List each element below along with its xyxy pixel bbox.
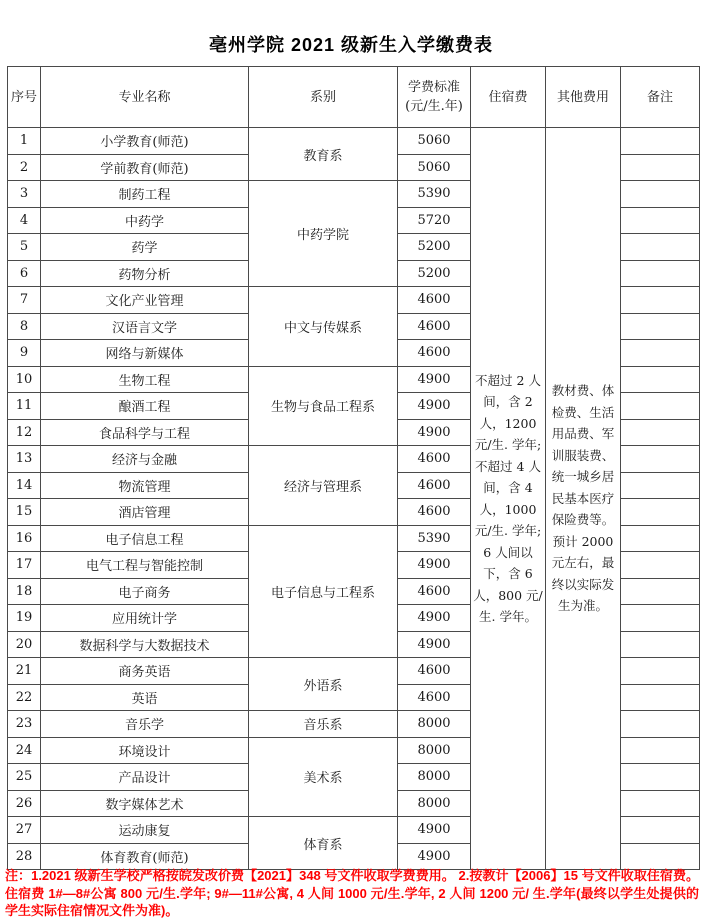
fee-table — [7, 66, 700, 870]
remark-cell — [621, 790, 700, 817]
remark-cell — [621, 764, 700, 791]
major-cell: 中药学 — [41, 207, 249, 234]
major-cell: 食品科学与工程 — [41, 419, 249, 446]
row-number-cell: 25 — [8, 764, 41, 791]
major-cell: 体育教育(师范) — [41, 843, 249, 870]
table-row — [8, 128, 700, 155]
remark-cell — [621, 658, 700, 685]
tuition-cell: 5060 — [398, 128, 471, 155]
footnote: 注：1.2021 级新生学校严格按皖发改价费【2021】348 号文件收取学费费用。 2.按教计【2006】15 号文件收取住宿费。住宿费 1#—8#公寓 800 元/生.学年; 9#—11#公寓, 4 人间 1000 元/生.学年, 2 人间 1200 元/ 生.学年(最终以学生处提供的学生实际住宿情况文件为准)。 — [5, 868, 699, 918]
tuition-cell: 8000 — [398, 790, 471, 817]
row-number-cell: 3 — [8, 181, 41, 208]
header-remark: 备注 — [621, 67, 700, 128]
remark-cell — [621, 499, 700, 526]
row-number-cell: 7 — [8, 287, 41, 314]
major-cell: 文化产业管理 — [41, 287, 249, 314]
tuition-cell: 4600 — [398, 499, 471, 526]
remark-cell — [621, 446, 700, 473]
major-cell: 药学 — [41, 234, 249, 261]
remark-cell — [621, 843, 700, 870]
row-number-cell: 12 — [8, 419, 41, 446]
department-cell: 外语系 — [249, 658, 398, 711]
major-cell: 制药工程 — [41, 181, 249, 208]
row-number-cell: 6 — [8, 260, 41, 287]
major-cell: 物流管理 — [41, 472, 249, 499]
remark-cell — [621, 552, 700, 579]
row-number-cell: 27 — [8, 817, 41, 844]
row-number-cell: 26 — [8, 790, 41, 817]
major-cell: 电子商务 — [41, 578, 249, 605]
header-accommodation: 住宿费 — [471, 67, 546, 128]
major-cell: 经济与金融 — [41, 446, 249, 473]
row-number-cell: 22 — [8, 684, 41, 711]
header-major: 专业名称 — [41, 67, 249, 128]
tuition-cell: 4900 — [398, 605, 471, 632]
department-cell: 电子信息与工程系 — [249, 525, 398, 658]
row-number-cell: 8 — [8, 313, 41, 340]
remark-cell — [621, 313, 700, 340]
row-number-cell: 10 — [8, 366, 41, 393]
tuition-cell: 4600 — [398, 340, 471, 367]
tuition-cell: 8000 — [398, 764, 471, 791]
tuition-cell: 4600 — [398, 684, 471, 711]
major-cell: 音乐学 — [41, 711, 249, 738]
major-cell: 数据科学与大数据技术 — [41, 631, 249, 658]
major-cell: 数字媒体艺术 — [41, 790, 249, 817]
major-cell: 生物工程 — [41, 366, 249, 393]
tuition-cell: 8000 — [398, 737, 471, 764]
remark-cell — [621, 287, 700, 314]
tuition-cell: 4900 — [398, 366, 471, 393]
tuition-cell: 8000 — [398, 711, 471, 738]
tuition-cell: 4900 — [398, 552, 471, 579]
remark-cell — [621, 154, 700, 181]
remark-cell — [621, 525, 700, 552]
department-cell: 音乐系 — [249, 711, 398, 738]
tuition-cell: 4600 — [398, 578, 471, 605]
major-cell: 电子信息工程 — [41, 525, 249, 552]
tuition-cell: 4900 — [398, 393, 471, 420]
remark-cell — [621, 472, 700, 499]
remark-cell — [621, 737, 700, 764]
remark-cell — [621, 260, 700, 287]
tuition-cell: 5200 — [398, 234, 471, 261]
remark-cell — [621, 207, 700, 234]
row-number-cell: 1 — [8, 128, 41, 155]
remark-cell — [621, 366, 700, 393]
header-other: 其他费用 — [546, 67, 621, 128]
tuition-cell: 5390 — [398, 525, 471, 552]
department-cell: 经济与管理系 — [249, 446, 398, 526]
major-cell: 小学教育(师范) — [41, 128, 249, 155]
accommodation-fee-cell: 不超过 2 人间，含 2 人，1200 元/生. 学年; 不超过 4 人间，含 4 人，1000 元/生. 学年; 6 人间以下，含 6 人，800 元/生. 学年。 — [471, 128, 546, 870]
remark-cell — [621, 684, 700, 711]
tuition-cell: 4900 — [398, 843, 471, 870]
tuition-cell: 4600 — [398, 658, 471, 685]
tuition-cell: 4600 — [398, 287, 471, 314]
header-no: 序号 — [8, 67, 41, 128]
row-number-cell: 16 — [8, 525, 41, 552]
row-number-cell: 17 — [8, 552, 41, 579]
tuition-cell: 5720 — [398, 207, 471, 234]
tuition-cell: 5390 — [398, 181, 471, 208]
page-title: 亳州学院 2021 级新生入学缴费表 — [208, 35, 494, 55]
department-cell: 中药学院 — [249, 181, 398, 287]
tuition-cell: 4600 — [398, 446, 471, 473]
remark-cell — [621, 817, 700, 844]
major-cell: 酒店管理 — [41, 499, 249, 526]
major-cell: 酿酒工程 — [41, 393, 249, 420]
remark-cell — [621, 419, 700, 446]
major-cell: 电气工程与智能控制 — [41, 552, 249, 579]
row-number-cell: 18 — [8, 578, 41, 605]
tuition-cell: 4900 — [398, 631, 471, 658]
tuition-cell: 5060 — [398, 154, 471, 181]
remark-cell — [621, 393, 700, 420]
remark-cell — [621, 578, 700, 605]
row-number-cell: 13 — [8, 446, 41, 473]
row-number-cell: 20 — [8, 631, 41, 658]
major-cell: 学前教育(师范) — [41, 154, 249, 181]
tuition-cell: 4600 — [398, 472, 471, 499]
remark-cell — [621, 340, 700, 367]
header-tuition-main: 学费标准 — [407, 80, 460, 95]
other-fees-cell: 教材费、体检费、生活用品费、军训服装费、统一城乡居民基本医疗保险费等。预计 2000 元左右，最终以实际发生为准。 — [546, 128, 621, 870]
header-tuition-unit: (元/生.年) — [405, 99, 463, 114]
major-cell: 产品设计 — [41, 764, 249, 791]
department-cell: 教育系 — [249, 128, 398, 181]
remark-cell — [621, 605, 700, 632]
department-cell: 美术系 — [249, 737, 398, 817]
remark-cell — [621, 181, 700, 208]
major-cell: 商务英语 — [41, 658, 249, 685]
department-cell: 中文与传媒系 — [249, 287, 398, 367]
major-cell: 运动康复 — [41, 817, 249, 844]
header-tuition — [398, 67, 471, 128]
remark-cell — [621, 631, 700, 658]
row-number-cell: 2 — [8, 154, 41, 181]
remark-cell — [621, 234, 700, 261]
tuition-cell: 4600 — [398, 313, 471, 340]
major-cell: 汉语言文学 — [41, 313, 249, 340]
header-row — [8, 67, 700, 128]
tuition-cell: 4900 — [398, 817, 471, 844]
header-department: 系别 — [249, 67, 398, 128]
row-number-cell: 11 — [8, 393, 41, 420]
remark-cell — [621, 128, 700, 155]
row-number-cell: 9 — [8, 340, 41, 367]
row-number-cell: 21 — [8, 658, 41, 685]
tuition-cell: 4900 — [398, 419, 471, 446]
row-number-cell: 14 — [8, 472, 41, 499]
row-number-cell: 5 — [8, 234, 41, 261]
row-number-cell: 4 — [8, 207, 41, 234]
department-cell: 体育系 — [249, 817, 398, 870]
major-cell: 应用统计学 — [41, 605, 249, 632]
row-number-cell: 23 — [8, 711, 41, 738]
row-number-cell: 19 — [8, 605, 41, 632]
remark-cell — [621, 711, 700, 738]
department-cell: 生物与食品工程系 — [249, 366, 398, 446]
tuition-cell: 5200 — [398, 260, 471, 287]
major-cell: 环境设计 — [41, 737, 249, 764]
major-cell: 网络与新媒体 — [41, 340, 249, 367]
row-number-cell: 28 — [8, 843, 41, 870]
row-number-cell: 15 — [8, 499, 41, 526]
major-cell: 药物分析 — [41, 260, 249, 287]
major-cell: 英语 — [41, 684, 249, 711]
row-number-cell: 24 — [8, 737, 41, 764]
